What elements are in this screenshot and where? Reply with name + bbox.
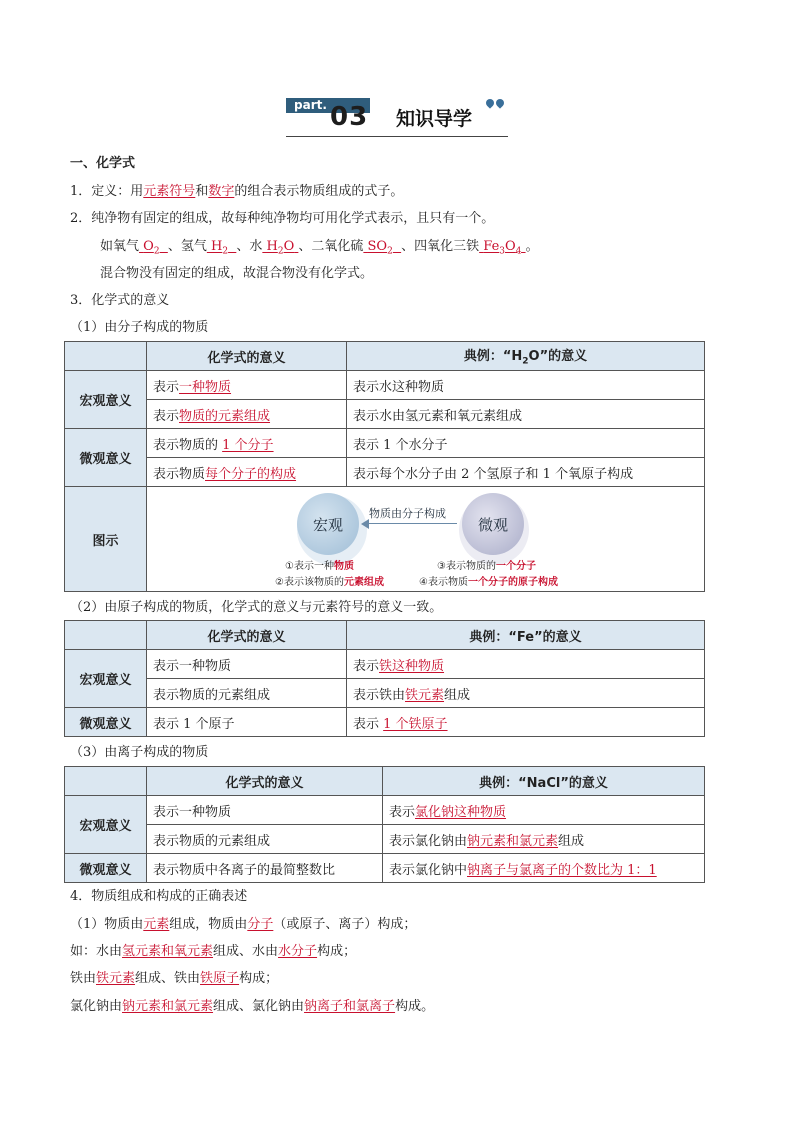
expression-line-4: 氯化钠由钠元素和氯元素组成、氯化钠由钠离子和氯离子构成。 [70, 999, 435, 1014]
table-corner [65, 342, 147, 371]
ion-table [64, 766, 705, 883]
micro-circle: 微观 [462, 493, 524, 555]
arrow-left-icon [361, 519, 369, 529]
table-cell: 表示铁这种物质 [347, 650, 705, 679]
pure-substance-line: 2．纯净物有固定的组成，故每种纯净物均可用化学式表示，且只有一个。 [70, 211, 495, 226]
table-cell: 表示物质中各离子的最简整数比 [147, 854, 383, 883]
expression-line-2: 如：水由氢元素和氧元素组成、水由水分子构成； [70, 944, 357, 959]
arrow-label: 物质由分子构成 [369, 507, 446, 520]
table-cell: 表示物质的元素组成 [147, 679, 347, 708]
row-macro: 宏观意义 [65, 650, 147, 708]
heading-chemical-formula: 一、化学式 [70, 156, 136, 171]
table-cell: 表示水这种物质 [347, 371, 705, 400]
table-cell: 表示 1 个水分子 [347, 429, 705, 458]
table-cell: 表示氯化钠由钠元素和氯元素组成 [383, 825, 705, 854]
row-micro: 微观意义 [65, 429, 147, 487]
atom-subheading: （2）由原子构成的物质，化学式的意义与元素符号的意义一致。 [70, 600, 443, 615]
row-micro: 微观意义 [65, 708, 147, 737]
droplet-icon [486, 96, 506, 111]
table-cell: 表示氯化钠这种物质 [383, 796, 705, 825]
table-cell: 表示氯化钠中钠离子与氯离子的个数比为 1：1 [383, 854, 705, 883]
note-2: ②表示该物质的元素组成 [275, 577, 384, 588]
section-header [286, 96, 508, 137]
table-cell: 表示一种物质 [147, 796, 383, 825]
row-figure: 图示 [65, 487, 147, 592]
table-corner [65, 621, 147, 650]
col-example: 典例：“Fe”的意义 [347, 621, 705, 650]
note-1: ①表示一种物质 [285, 561, 354, 572]
molecule-table [64, 341, 705, 592]
table-cell: 表示物质的元素组成 [147, 400, 347, 429]
row-macro: 宏观意义 [65, 371, 147, 429]
macro-circle: 宏观 [297, 493, 359, 555]
table-cell: 表示一种物质 [147, 650, 347, 679]
table-cell: 表示物质的 1 个分子 [147, 429, 347, 458]
expression-line-1: （1）物质由元素组成，物质由分子（或原子、离子）构成； [70, 917, 417, 932]
col-meaning: 化学式的意义 [147, 621, 347, 650]
table-cell: 表示水由氢元素和氧元素组成 [347, 400, 705, 429]
molecule-subheading: （1）由分子构成的物质 [70, 320, 209, 335]
table-cell: 表示一种物质 [147, 371, 347, 400]
row-micro: 微观意义 [65, 854, 147, 883]
atom-table [64, 620, 705, 737]
table-cell: 表示物质的元素组成 [147, 825, 383, 854]
table-corner [65, 767, 147, 796]
table-cell: 表示 1 个铁原子 [347, 708, 705, 737]
part-label: part. [294, 98, 327, 112]
table-cell: 表示铁由铁元素组成 [347, 679, 705, 708]
table-cell: 表示 1 个原子 [147, 708, 347, 737]
row-macro: 宏观意义 [65, 796, 147, 854]
note-3: ③表示物质的一个分子 [437, 561, 536, 572]
note-4: ④表示物质一个分子的原子构成 [419, 577, 558, 588]
page-title: 知识导学 [396, 108, 473, 130]
expression-heading: 4．物质组成和构成的正确表述 [70, 889, 248, 904]
meaning-heading: 3．化学式的意义 [70, 293, 170, 308]
part-badge [286, 98, 370, 132]
table-cell: 表示每个水分子由 2 个氢原子和 1 个氧原子构成 [347, 458, 705, 487]
arrow-line [365, 523, 457, 524]
expression-line-3: 铁由铁元素组成、铁由铁原子构成； [70, 971, 279, 986]
col-meaning: 化学式的意义 [147, 767, 383, 796]
figure-cell [147, 487, 705, 592]
examples-line: 如氧气 $O_2$ 、氢气 $H_2$ 、水 $H_2O$ 、二氧化硫 $SO_2$ 、四氧化三铁 $Fe_3O_4$ 。 [100, 239, 539, 257]
definition-line: 1．定义：用元素符号和数字的组合表示物质组成的式子。 [70, 184, 404, 199]
col-meaning: 化学式的意义 [147, 342, 347, 371]
col-example: 典例：“NaCl”的意义 [383, 767, 705, 796]
part-number: 03 [330, 102, 369, 132]
ion-subheading: （3）由离子构成的物质 [70, 745, 209, 760]
mixture-line: 混合物没有固定的组成，故混合物没有化学式。 [100, 266, 374, 281]
table-cell: 表示物质每个分子的构成 [147, 458, 347, 487]
col-example: 典例：“$H_2O$”的意义 [347, 342, 705, 371]
meaning-diagram [147, 487, 704, 591]
